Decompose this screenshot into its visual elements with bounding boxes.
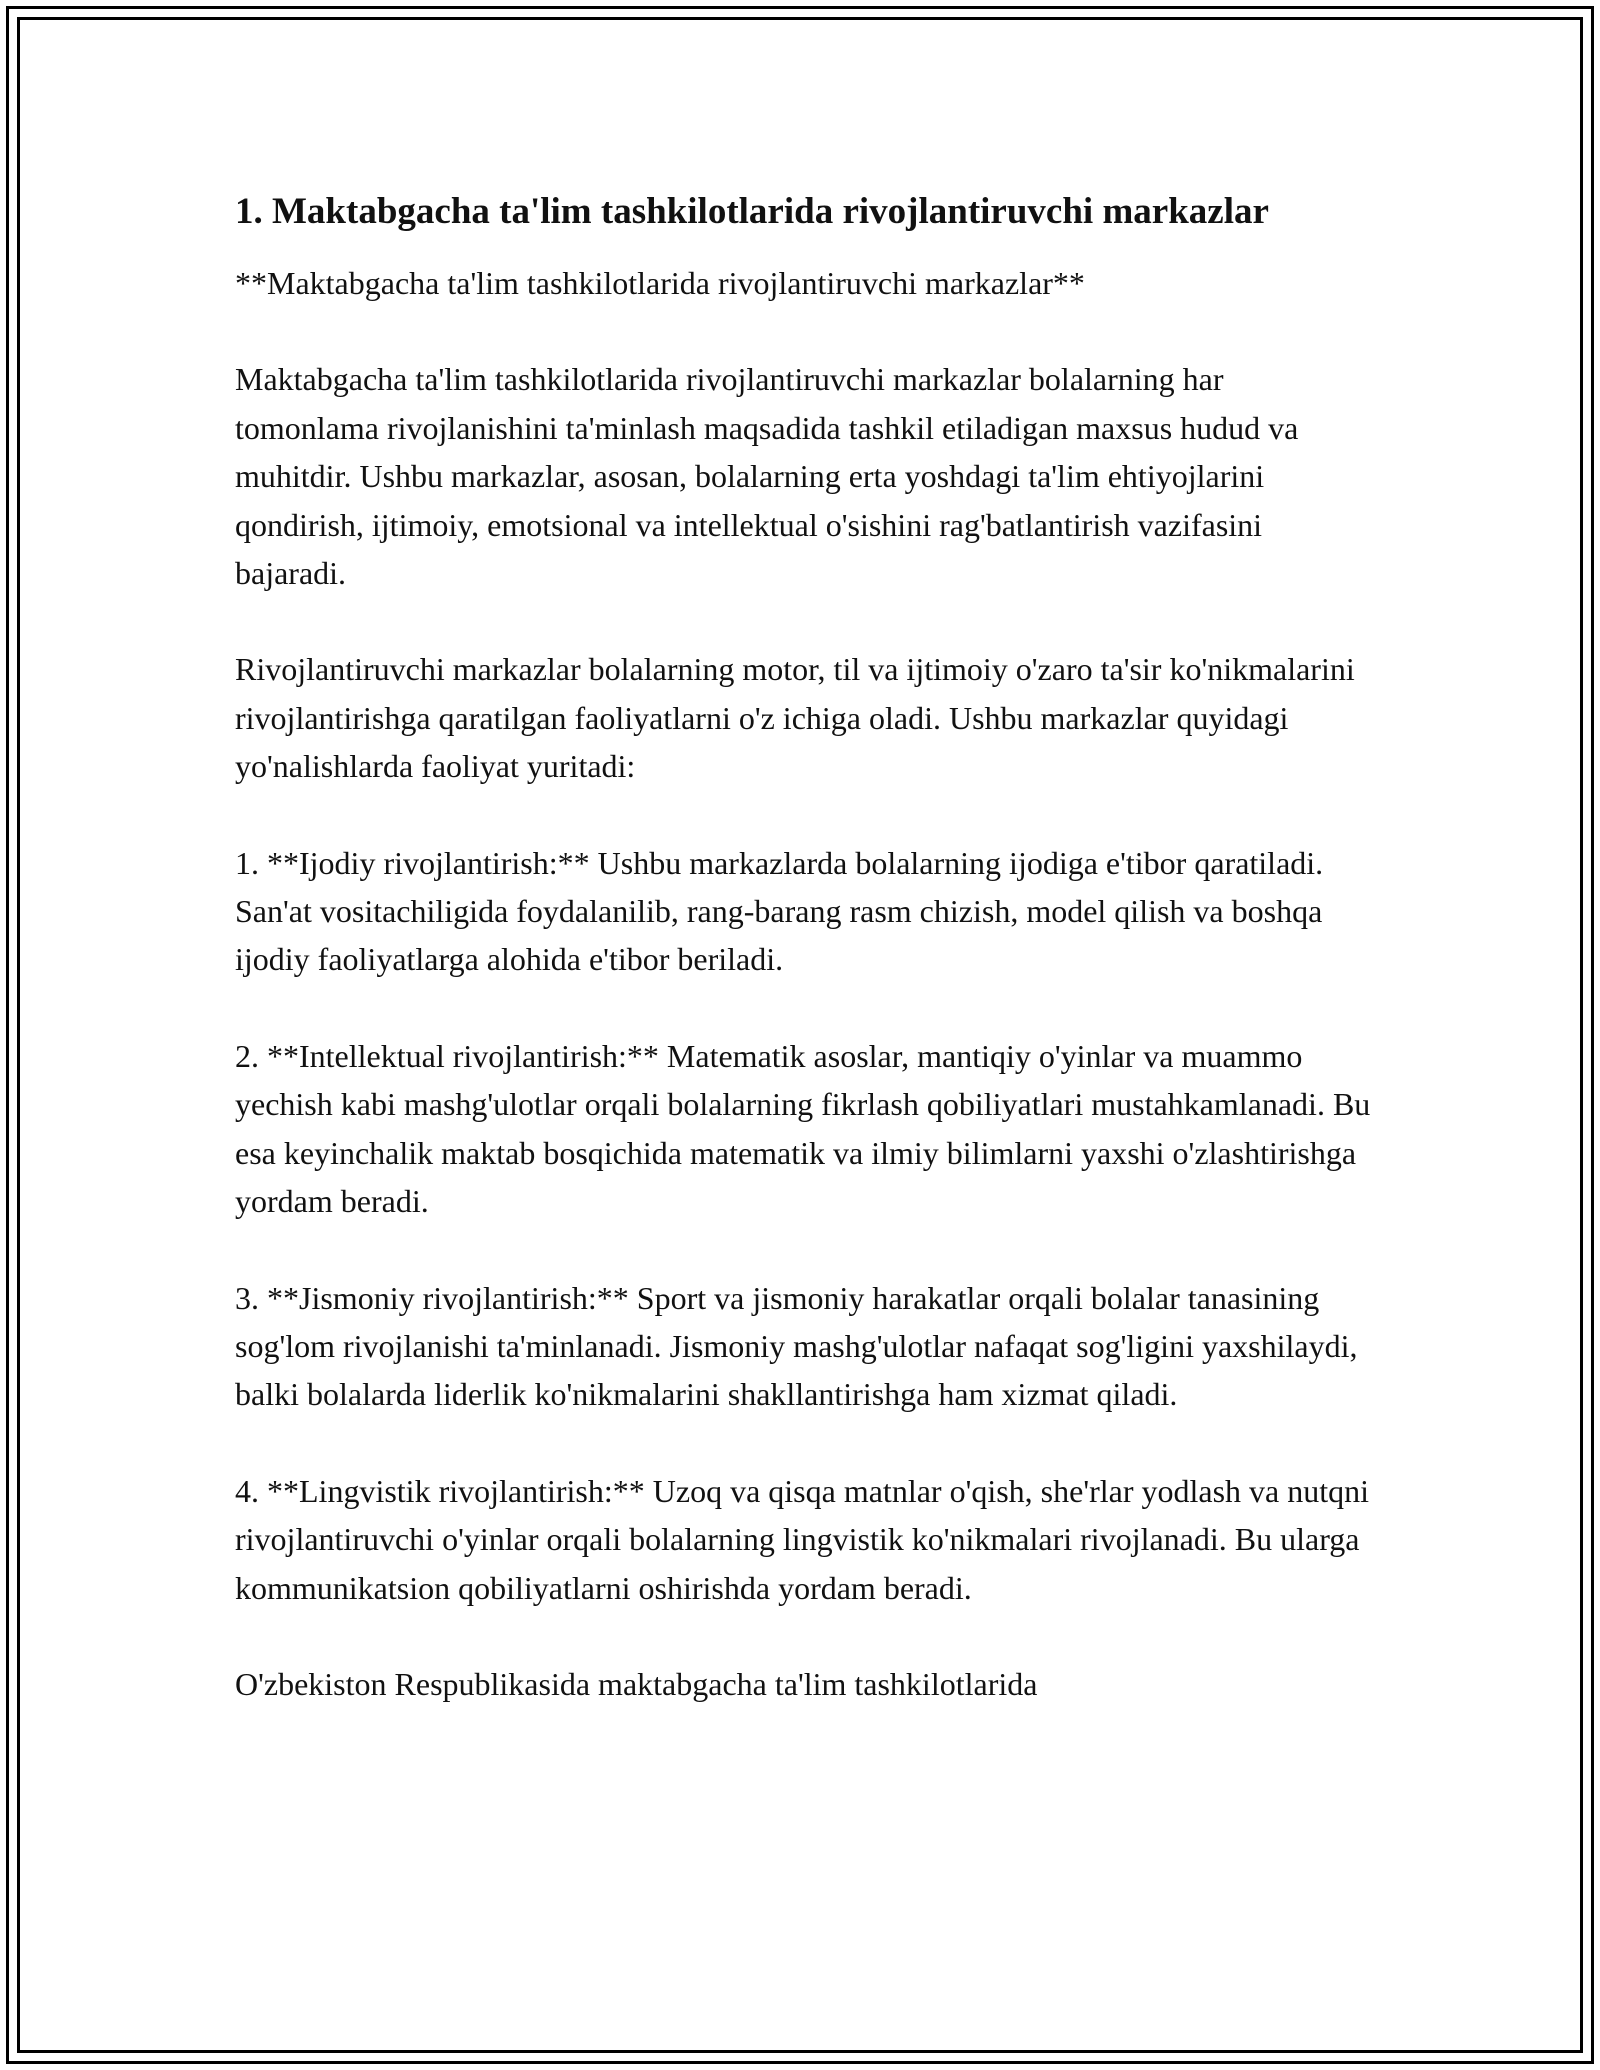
list-item-creative: 1. **Ijodiy rivojlantirish:** Ushbu markazlarda bolalarning ijodiga e'tibor qaratiladi. San'at vositachiligida foydalanilib, rang-barang rasm chizish, model qilish va boshqa ijodiy faoliyatlarga alohida e'tibor beriladi. (235, 844, 1324, 978)
list-item-intellectual: 2. **Intellektual rivojlantirish:** Matematik asoslar, mantiqiy o'yinlar va muammo yechish kabi mashg'ulotlar orqali bolalarning fikrlash qobiliyatlari mustahkamlanadi. Bu esa keyinchalik maktab bosqichida matematik va ilmiy bilimlarni yaxshi o'zlashtirishga yordam beradi. (235, 1037, 1371, 1220)
list-item-physical: 3. **Jismoniy rivojlantirish:** Sport va jismoniy harakatlar orqali bolalar tanasining sog'lom rivojlanishi ta'minlanadi. Jismoniy mashg'ulotlar nafaqat sog'ligini yaxshilaydi, balki bolalarda liderlik ko'nikmalarini shakllantirishga ham xizmat qiladi. (235, 1279, 1358, 1413)
paragraph-closing: O'zbekiston Respublikasida maktabgacha ta'lim tashkilotlarida (235, 1665, 1038, 1702)
paragraph-subtitle: **Maktabgacha ta'lim tashkilotlarida rivojlantiruvchi markazlar** (235, 265, 1085, 301)
document-heading: 1. Maktabgacha ta'lim tashkilotlarida rivojlantiruvchi markazlar (235, 191, 1269, 232)
document-body (235, 185, 1375, 1756)
list-item-linguistic: 4. **Lingvistik rivojlantirish:** Uzoq va qisqa matnlar o'qish, she'rlar yodlash va nutqni rivojlantiruvchi o'yinlar orqali bolalarning lingvistik ko'nikmalari rivojlanadi. Bu ularga kommunikatsion qobiliyatlarni oshirishda yordam beradi. (235, 1472, 1370, 1606)
paragraph-overview: Rivojlantiruvchi markazlar bolalarning motor, til va ijtimoiy o'zaro ta'sir ko'nikmalarini rivojlantirishga qaratilgan faoliyatlarni o'z ichiga oladi. Ushbu markazlar quyidagi yo'nalishlarda faoliyat yuritadi: (235, 651, 1355, 785)
paragraph-intro: Maktabgacha ta'lim tashkilotlarida rivojlantiruvchi markazlar bolalarning har tomonlama rivojlanishini ta'minlash maqsadida tashkil etiladigan maxsus hudud va muhitdir. Ushbu markazlar, asosan, bolalarning erta yoshdagi ta'lim ehtiyojlarini qondirish, ijtimoiy, emotsional va intellektual o'sishini rag'batlantirish vazifasini bajaradi. (235, 361, 1299, 592)
